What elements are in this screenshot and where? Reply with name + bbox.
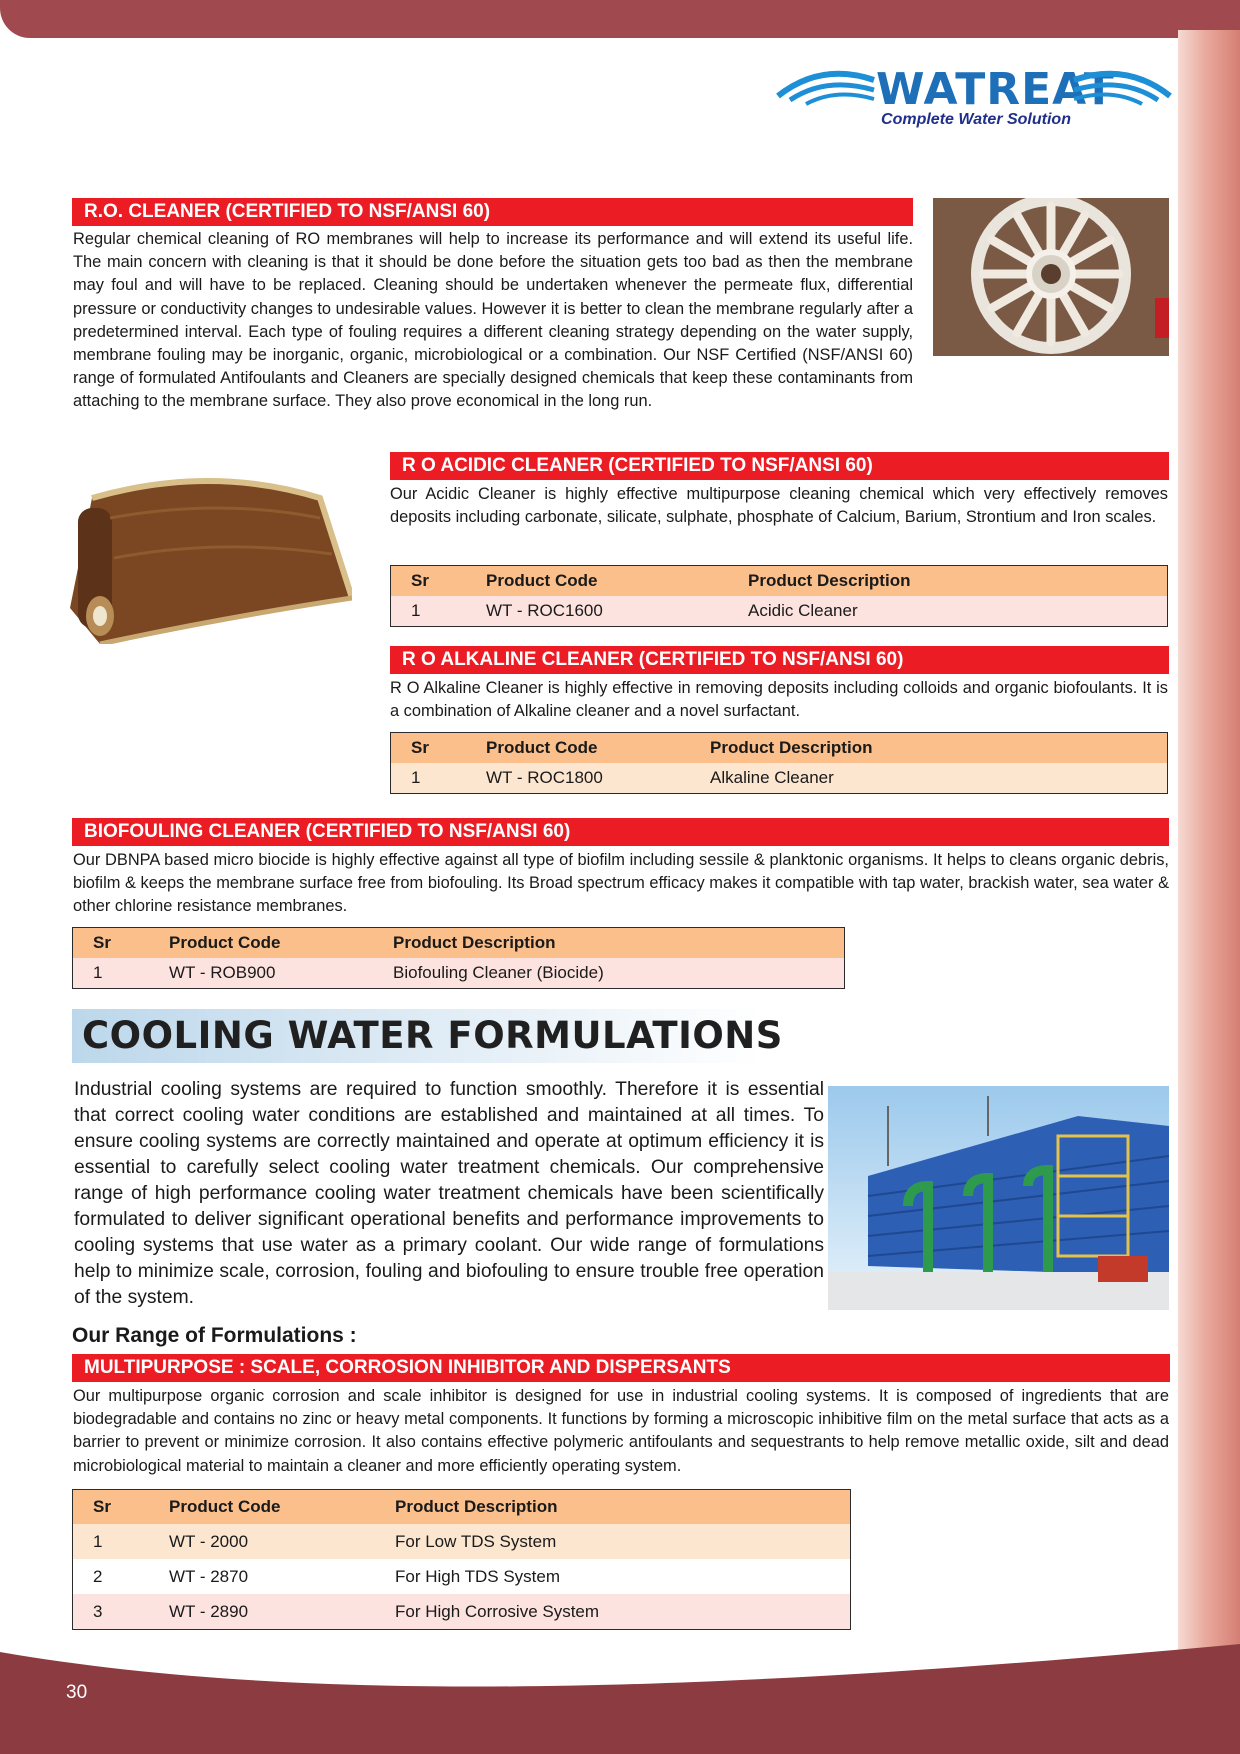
table-header-row: [73, 928, 845, 959]
right-wave-icon: [1072, 66, 1172, 110]
left-wave-icon: [776, 66, 876, 110]
acidic-cleaner-heading: R O ACIDIC CLEANER (CERTIFIED TO NSF/ANSI 60): [390, 452, 1169, 480]
table-row: [73, 1594, 851, 1630]
alkaline-product-table: [390, 732, 1168, 794]
cooling-intro-text: Industrial cooling systems are required to function smoothly. Therefore it is essential that correct cooling water conditions are established and maintained at all times. To ensure cooling systems are correctly maintained and operate at optimum efficiency it is essential to carefully select cooling water treatment chemicals. Our comprehensive range of high performance cooling water treatment chemicals have been scientifically formulated to deliver significant operational benefits and performance improvements to cooling systems that use water as a primary coolant. Our wide range of formulations help to minimize scale, corrosion, fouling and biofouling to ensure trouble free operation of the system.: [74, 1079, 824, 1308]
range-heading: Our Range of Formulations :: [72, 1324, 357, 1347]
cell-product-code: WT - ROC1800: [486, 763, 710, 794]
brand-name: WATREAT: [876, 64, 1115, 115]
membrane-wheel-image: [933, 198, 1169, 356]
table-row: [391, 596, 1168, 627]
cell-sr: 3: [73, 1594, 170, 1630]
cell-product-code: WT - ROB900: [169, 958, 393, 989]
alkaline-cleaner-text: R O Alkaline Cleaner is highly effective in removing deposits including colloids and organic biofoulants. It is a combination of Alkaline cleaner and a novel surfactant.: [390, 679, 1168, 721]
col-product-code: Product Code: [486, 566, 748, 597]
page-number: 30: [66, 1682, 88, 1703]
section-title: COOLING WATER FORMULATIONS: [82, 1014, 783, 1057]
col-product-description: Product Description: [393, 928, 845, 959]
col-sr: Sr: [391, 566, 487, 597]
table-header-row: [73, 1490, 851, 1525]
cell-product-description: For Low TDS System: [395, 1524, 851, 1559]
table-row: [73, 958, 845, 989]
cell-product-code: WT - ROC1600: [486, 596, 748, 627]
ro-cleaner-heading: R.O. CLEANER (CERTIFIED TO NSF/ANSI 60): [72, 198, 913, 226]
cell-sr: 1: [73, 1524, 170, 1559]
cooling-tower-image: [828, 1086, 1169, 1310]
cell-sr: 1: [73, 958, 170, 989]
cell-product-code: WT - 2000: [169, 1524, 395, 1559]
col-product-description: Product Description: [710, 733, 1168, 764]
col-sr: Sr: [73, 928, 170, 959]
biofouling-cleaner-heading: BIOFOULING CLEANER (CERTIFIED TO NSF/ANSI 60): [72, 818, 1169, 846]
multipurpose-text: Our multipurpose organic corrosion and scale inhibitor is designed for use in industrial cooling systems. It is composed of ingredients that are biodegradable and contains no zinc or heavy metal components. It functions by forming a microscopic inhibitive film on the metal surface that acts as a barrier to prevent or minimize corrosion. It also contains effective polymeric antifoulants and sequestrants to help remove metallic oxide, silt and dead microbiological material to maintain a cleaner and more efficiently operating system.: [73, 1387, 1169, 1475]
acidic-product-table: [390, 565, 1168, 627]
col-sr: Sr: [391, 733, 487, 764]
acidic-cleaner-text: Our Acidic Cleaner is highly effective multipurpose cleaning chemical which very effectively removes deposits including carbonate, silicate, sulphate, phosphate of Calcium, Barium, Strontium and Iron scales.: [390, 485, 1168, 527]
multipurpose-product-table: [72, 1489, 851, 1630]
col-product-description: Product Description: [395, 1490, 851, 1525]
cell-sr: 1: [391, 596, 487, 627]
biofouling-product-table: [72, 927, 845, 989]
bottom-wave-band: [0, 1644, 1240, 1754]
cell-product-code: WT - 2890: [169, 1594, 395, 1630]
cell-product-description: For High Corrosive System: [395, 1594, 851, 1630]
col-product-code: Product Code: [486, 733, 710, 764]
watreat-logo: [776, 64, 1171, 134]
right-edge-band: [1178, 30, 1240, 1730]
biofouling-cleaner-text: Our DBNPA based micro biocide is highly effective against all type of biofilm including sessile & planktonic organisms. It helps to cleans organic debris, biofilm & keeps the membrane surface free from biofouling. Its Broad spectrum efficacy makes it compatible with tap water, brackish water, sea water & other chlorine resistance membranes.: [73, 851, 1169, 916]
col-product-description: Product Description: [748, 566, 1168, 597]
table-header-row: [391, 733, 1168, 764]
col-product-code: Product Code: [169, 928, 393, 959]
cell-product-code: WT - 2870: [169, 1559, 395, 1594]
top-band: [0, 0, 1240, 38]
rolled-membrane-image: [70, 458, 352, 644]
cell-product-description: Acidic Cleaner: [748, 596, 1168, 627]
ro-cleaner-text: Regular chemical cleaning of RO membranes will help to increase its performance and will extend its useful life. The main concern with cleaning is that it should be done before the situation gets too bad as then the membrane may foul and will have to be replaced. Cleaning should be undertaken whenever the permeate flux, differential pressure or conductivity changes to undesirable values. However it is better to clean the membrane regularly after a predetermined interval. Each type of fouling requires a different cleaning strategy depending on the water supply, membrane fouling may be inorganic, organic, microbiological or a combination. Our NSF Certified (NSF/ANSI 60) range of formulated Antifoulants and Cleaners are specially designed chemicals that keep these contaminants from attaching to the membrane surface. They also prove economical in the long run.: [73, 230, 913, 411]
col-product-code: Product Code: [169, 1490, 395, 1525]
table-row: [73, 1524, 851, 1559]
cell-product-description: Alkaline Cleaner: [710, 763, 1168, 794]
col-sr: Sr: [73, 1490, 170, 1525]
cell-sr: 2: [73, 1559, 170, 1594]
cell-product-description: For High TDS System: [395, 1559, 851, 1594]
table-row: [391, 763, 1168, 794]
alkaline-cleaner-heading: R O ALKALINE CLEANER (CERTIFIED TO NSF/ANSI 60): [390, 646, 1169, 674]
table-row: [73, 1559, 851, 1594]
cell-sr: 1: [391, 763, 487, 794]
brand-tagline: Complete Water Solution: [881, 111, 1071, 128]
multipurpose-heading: MULTIPURPOSE : SCALE, CORROSION INHIBITOR AND DISPERSANTS: [72, 1354, 1170, 1382]
table-header-row: [391, 566, 1168, 597]
cell-product-description: Biofouling Cleaner (Biocide): [393, 958, 845, 989]
